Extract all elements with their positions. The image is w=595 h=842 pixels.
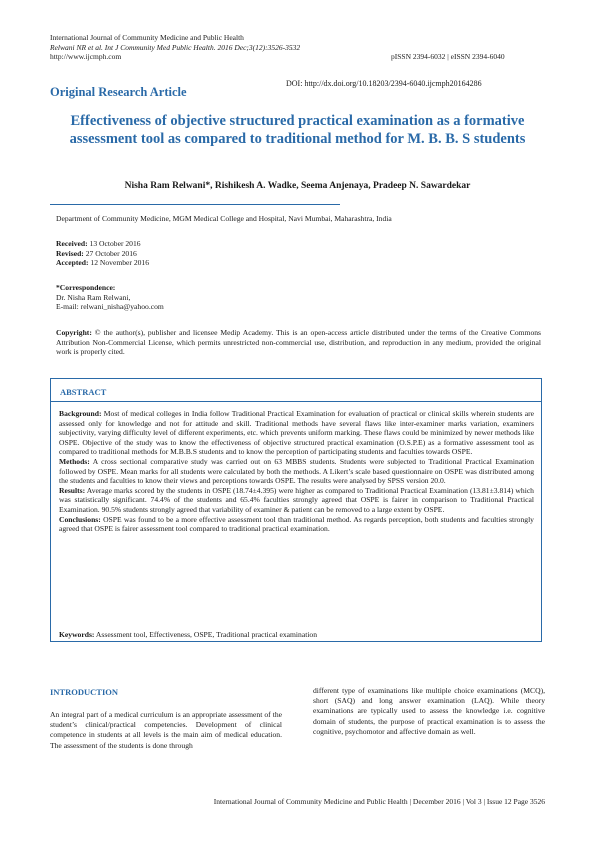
correspondence-label: *Correspondence: [56,283,116,292]
keywords-text: Assessment tool, Effectiveness, OSPE, Traditional practical examination [95,630,318,639]
copyright-text: © the author(s), publisher and licensee Medip Academy. This is an open-access article distributed under the terms of the Creative Commons Attribution Non-Commercial License, which permits unrestricted non-commercial use, distribution, and reproduction in any medium, provided the original work is properly cited. [56,328,541,357]
divider [50,204,340,205]
copyright-label: Copyright: [56,328,92,337]
methods-label: Methods: [59,456,90,466]
background-label: Background: [59,409,102,418]
article-dates [56,239,149,268]
introduction-heading: INTRODUCTION [50,687,119,697]
keywords-label: Keywords: [59,630,95,639]
affiliation: Department of Community Medicine, MGM Medical College and Hospital, Navi Mumbai, Maharashtra, India [56,214,392,223]
abstract-body [59,409,534,534]
page-footer: International Journal of Community Medicine and Public Health | December 2016 | Vol 3 | Issue 12 Page 3526 [213,797,545,806]
article-title: Effectiveness of objective structured practical examination as a formative assessment tool as compared to traditional method for M. B. B. S students [69,113,526,147]
citation: Relwani NR et al. Int J Community Med Public Health. 2016 Dec;3(12):3526-3532 [50,42,301,52]
running-header [50,33,300,62]
copyright-notice [56,328,541,357]
correspondence [56,283,164,312]
conclusions-label: Conclusions: [59,514,101,524]
conclusions-text: OSPE was found to be a more effective assessment tool than traditional method. As regards perception, both students and faculties strongly agreed that OSPE is fairer assessment tool compared to traditional practical examination. [59,514,534,534]
methods-text: A cross sectional comparative study was carried out on 63 MBBS students. Students were subjected to Traditional Practical Examination followed by OSPE. Mean marks for all students were calculated by both the methods. A Likert’s scale based questionnaire on OSPE was distributed among the students and faculties to know their views and perceptions towards OSPE. The results were analysed by SPSS version 20.0. [59,456,534,486]
journal-name: International Journal of Community Medicine and Public Health [50,33,244,42]
results-label: Results: [59,485,86,495]
correspondence-name: Dr. Nisha Ram Relwani, [56,292,131,302]
results-text: Average marks scored by the students in OSPE (18.74±4.395) were higher as compared to Traditional Practical Examination (13.81±3.814) which was statistically significant. 74.4% of the students and 65.4% faculties strongly agreed that OSPE is fairer in comparison to Traditional Practical Examination. 90.5% students strongly agreed that variability of examiner & patient can be removed to a large extent by OSPE. [59,485,534,514]
accepted-date: 12 November 2016 [90,258,150,268]
abstract-heading: ABSTRACT [60,387,107,397]
abstract-divider [51,401,541,402]
article-type: Original Research Article [50,85,187,99]
keywords [59,630,317,639]
received-label: Received: [56,239,88,248]
revised-date: 27 October 2016 [85,248,137,258]
introduction-column-left: An integral part of a medical curriculum is an appropriate assessment of the student’s clinical/practical competencies. Development of clinical competence in students at all levels is the main aim of medical education. The assessment of the students is done through [50,710,282,750]
received-date: 13 October 2016 [89,239,141,248]
author-list: Nisha Ram Relwani*, Rishikesh A. Wadke, Seema Anjenaya, Pradeep N. Sawardekar [124,181,471,191]
revised-label: Revised: [56,248,84,258]
accepted-label: Accepted: [56,258,89,268]
correspondence-email[interactable]: E-mail: relwani_nisha@yahoo.com [56,302,164,312]
introduction-column-right: different type of examinations like multiple choice examinations (MCQ), short (SAQ) and long answer examination (LAQ). While theory examinations are typically used to assess the knowledge i.e. cognitive domain of students, the purpose of practical examination is to assess the cognitive, psychomotor and affective domain as well. [313,686,545,736]
issn: pISSN 2394-6032 | eISSN 2394-6040 [391,52,505,61]
background-text: Most of medical colleges in India follow Traditional Practical Examination for evaluation of practical or clinical skills wherein students are assessed only for knowledge and not for attitude and skill. Traditional methods have several flaws like inter-examiner marks variation, examiners subjectivity, varying difficulty level of different experiments, etc. which prevents uniform marking. These flaws could be minimized by newer methods like OSPE. Objective of the study was to know the effectiveness of objective structured practical examination (O.S.P.E) as a formative assessment tool as compared to traditional methods for M.B.B.S students and to know the perception of participating students and faculties towards OSPE. [59,409,535,457]
doi[interactable]: DOI: http://dx.doi.org/10.18203/2394-6040.ijcmph20164286 [286,79,482,88]
journal-url[interactable]: http://www.ijcmph.com [50,52,122,61]
